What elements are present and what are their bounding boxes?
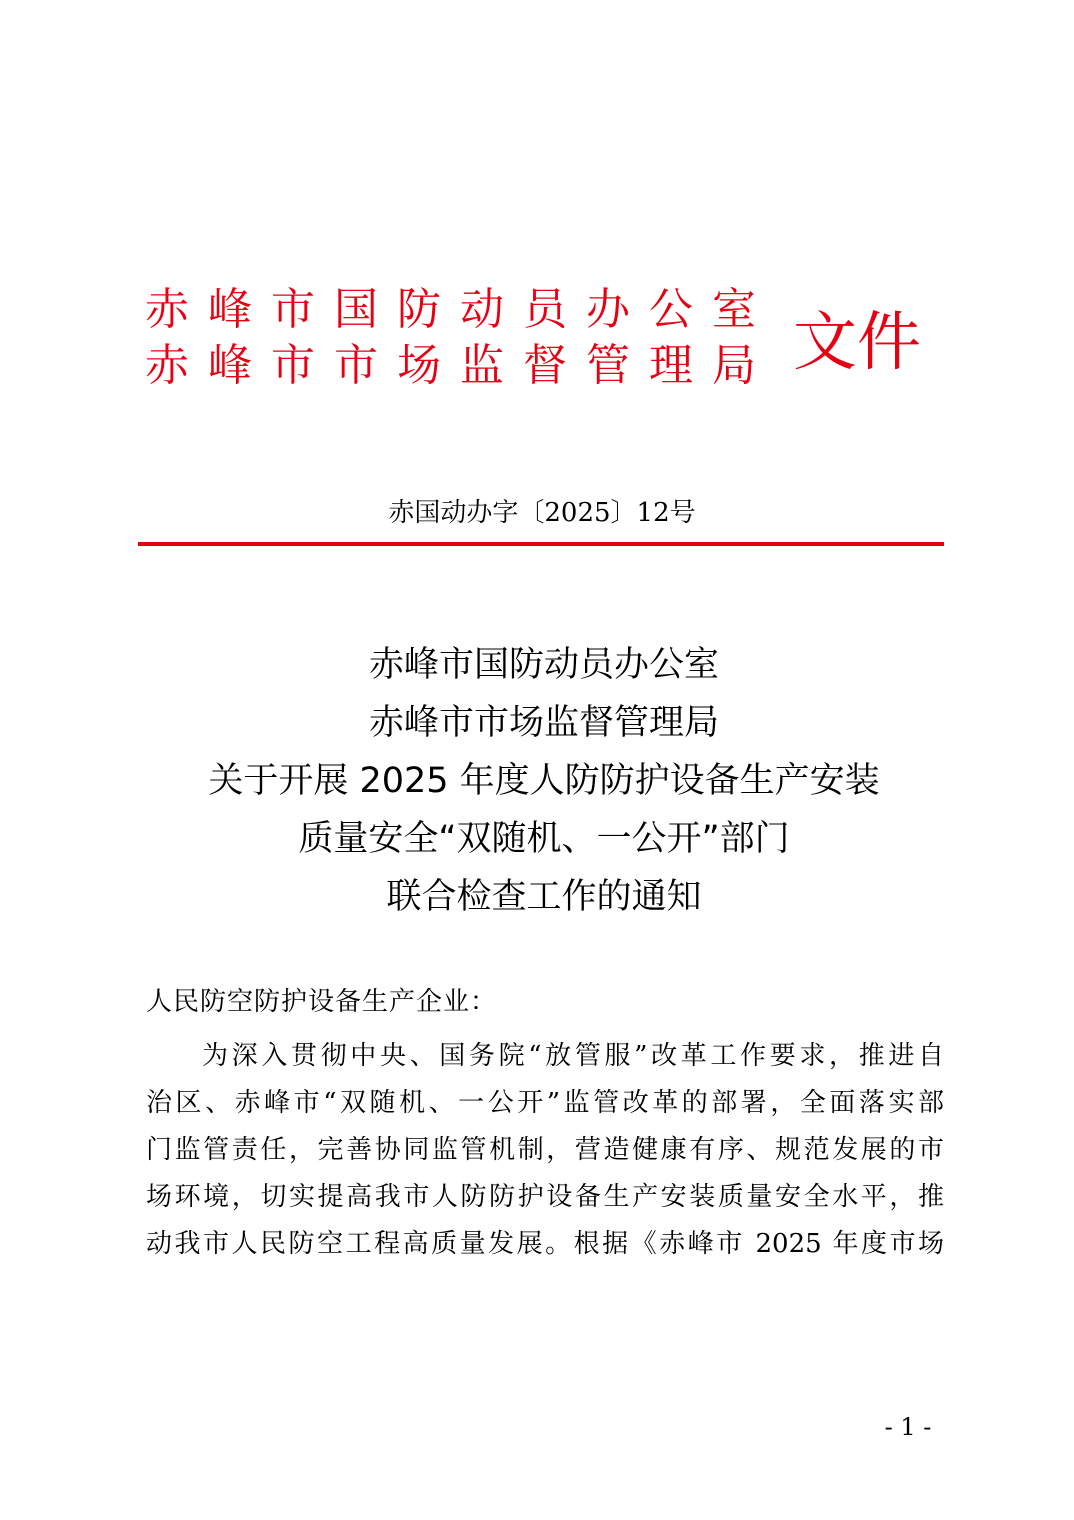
document-title [0,636,1074,926]
body-paragraph [146,1033,944,1268]
page-number: - 1 - [884,1413,932,1441]
body-line: 动我市人民防空工程高质量发展。根据《赤峰市 2025 年度市场 [146,1229,944,1259]
body-line: 门监管责任，完善协同监管机制，营造健康有序、规范发展的市 [146,1135,944,1165]
title-line: 关于开展 2025 年度人防防护设备生产安装 [208,761,880,801]
salutation: 人民防空防护设备生产企业： [146,987,498,1017]
masthead-issuer-1: 赤峰市国防动员办公室 [145,284,775,335]
title-line: 赤峰市国防动员办公室 [368,645,719,685]
body-line: 治区、赤峰市“双随机、一公开”监管改革的部署，全面落实部 [146,1088,944,1118]
red-divider-line [138,542,944,546]
title-line: 质量安全“双随机、一公开”部门 [298,819,790,859]
body-line: 为深入贯彻中央、国务院“放管服”改革工作要求，推进自 [202,1041,944,1071]
body-line: 场环境，切实提高我市人防防护设备生产安装质量安全水平，推 [146,1182,944,1212]
document-number: 赤国动办字〔2025〕12号 [388,498,696,528]
red-masthead [145,283,945,403]
title-line: 联合检查工作的通知 [386,877,702,917]
title-line: 赤峰市市场监督管理局 [368,703,719,743]
masthead-issuer-2: 赤峰市市场监督管理局 [145,340,775,391]
masthead-suffix: 文件 [793,306,921,380]
